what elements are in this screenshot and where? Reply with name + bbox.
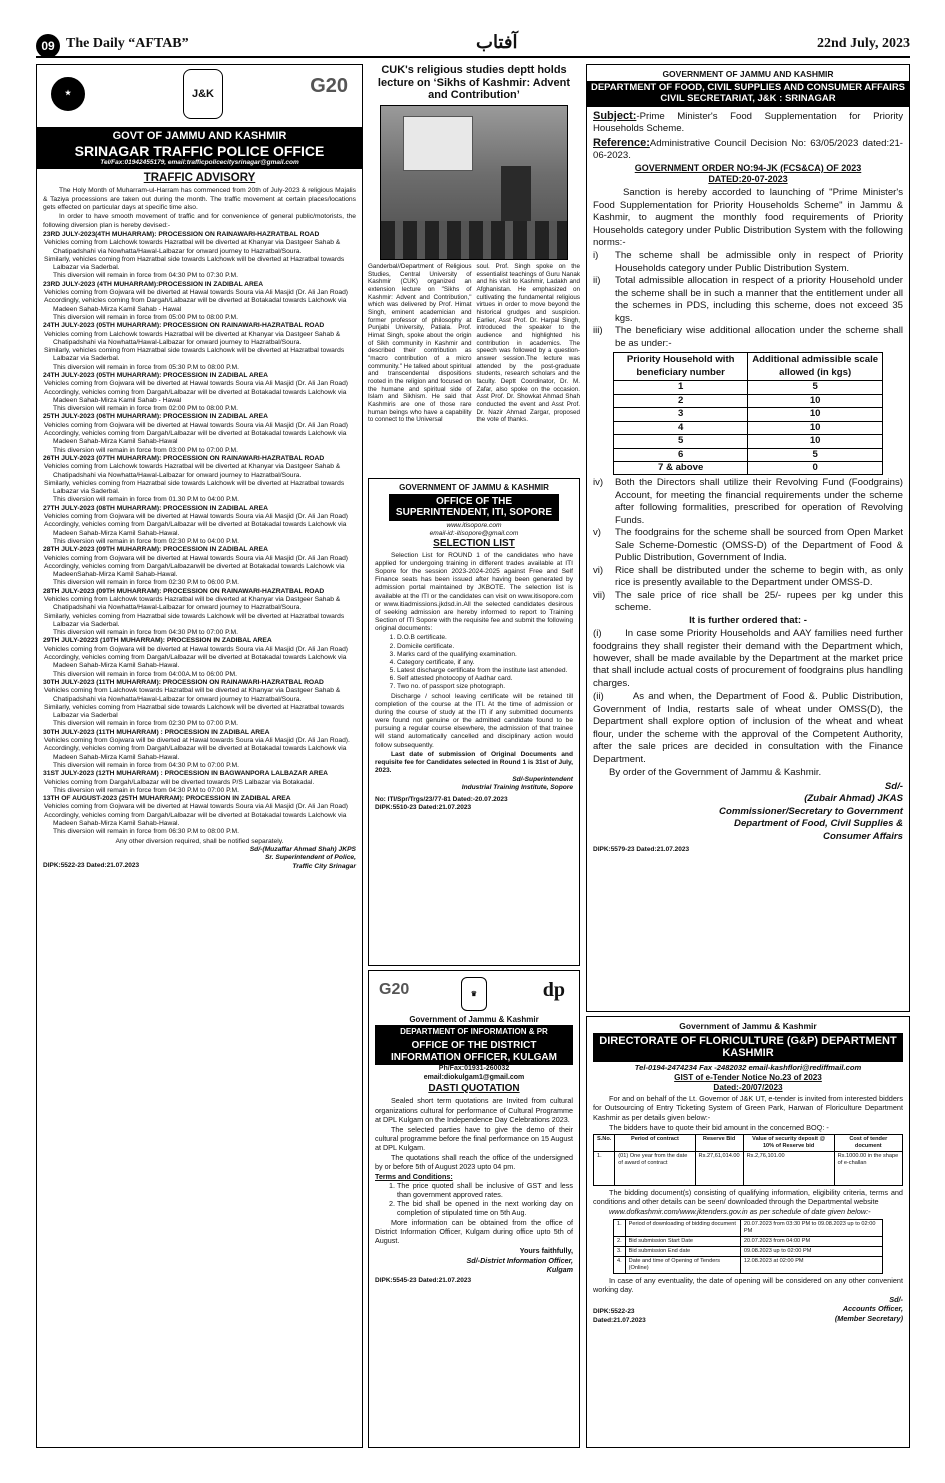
newspaper-logo: آفتاب: [476, 32, 518, 53]
iti-sopore-ad: GOVERNMENT OF JAMMU & KASHMIR OFFICE OF THE SUPERINTENDENT, ITI, SOPORE www.itisopore.com email-id:-itisopore@gmail.com SELECTION LIST Selection List for ROUND 1 of the candidates who have applied for undergoing training in different trades available at ITI Sopore for the session 2023-2024-2025 against Free and Self Finance seats has been issued after having been generated by admission portal maintained by JKBOTE. The selection list is available at the ITI or the candidates can visit on www.itisopore.com or www.itiadmissions.jkdsd.in.All the selected candidates desirous of seeking admission are hereby informed to report to Training Section of ITI Sopore with the requisite fee and submit the following original documents: 1. D.O.B certificate. 2. Domicile certificate. 3. Marks card of the qualifying examination. 4. Category certificate, if any. 5. Latest discharge certificate from the institute last attended. 6. Self attested photocopy of Aadhar card. 7. Two no. of passport size photograph. Discharge / school leaving certificate will be retained till completion of the course at the ITI. At the time of admission or during the course of study at the ITI if any submitted documents were found not genuine or the admitted candidate found to be pursuing a regular course elsewhere, the admission of that trainee will stand automatically cancelled and disciplinary action would follow subsequently. Last date of submission of Original Documents and requisite fee for Candidates selected in Round 1 is 31st of July, 2023. Sd/-Superintendent Industrial Training Institute, Sopore No: ITI/Spr/Trgs/23/77-81 Dated:-20.07.2023 DIPK:5510-23 Dated:21.07.2023: [368, 478, 580, 966]
diversion-item: Vehicles coming from Gojwara will be diverted at Hawal towards Soura via Ali Masjid (Dr. Ali Jan Road): [44, 289, 349, 297]
schedule-row: [614, 1236, 883, 1246]
table-cell: 10: [748, 394, 883, 407]
document-item: 1. D.O.B certificate.: [397, 634, 573, 642]
norms-list-a: [593, 250, 903, 350]
norm-number: iii): [593, 325, 603, 337]
route-heading: 29TH JULY-20223 (10TH MUHARRAM): PROCESSION IN ZADIBAL AREA: [43, 637, 272, 645]
norm-text: Total admissible allocation in respect of a priority Household under the scheme shall be in such a manner that the entitlement under all the schemes in PDS, including this scheme, does not exceed 35 kgs.: [615, 275, 903, 324]
diversion-time: This diversion will remain in force from 02:30 PM to 07:00 P.M.: [53, 720, 238, 728]
diversion-time: This diversion will remain in force from 06:30 P.M to 08:00 P.M.: [53, 828, 239, 836]
document-item: 5. Latest discharge certificate from the institute last attended.: [397, 667, 573, 675]
diversion-time: This diversion will remain in force from 04:30 PM to 07:30 P.M.: [53, 272, 238, 280]
diversion-item: Vehicles coming from Lalchowk towards Hazratbal will be diverted at Khanyar via Dastgeer Sahab & Chatipadshahi via Nowhatta/Hawal-Lalbazar for onward journey to Hazratbal/Soura.: [44, 596, 341, 612]
norm-number: v): [593, 527, 601, 539]
diversion-time: This diversion will remain in force from 05:30 P.M to 08:00 P.M.: [53, 363, 239, 371]
diversion-item: Accordingly, vehicles coming from Dargah/Lalbazarwill be diverted at Botakadal towards Lalchowk via MadeenSahab-Mirza Kamil Sahab-Hawal.: [44, 562, 345, 579]
diversion-route: [43, 372, 356, 413]
diversion-time: This diversion will remain in force from 01.30 P.M to 04:00 P.M.: [53, 496, 239, 504]
diversion-item: Vehicles coming from Gojwara will be diverted at Hawal towards Soura via Ali Masjid (Dr. Ali Jan Road): [44, 513, 349, 521]
schedule-cell: 2.: [614, 1236, 626, 1246]
document-item: 6. Self attested photocopy of Aadhar card.: [397, 675, 573, 683]
norm-text: The sale price of rice shall be 25/- rupees per kg under this scheme.: [615, 589, 903, 614]
route-heading: 23RD JULY-2023 (4TH MUHARRAM):PROCESSION IN ZADIBAL AREA: [43, 280, 264, 288]
term-item: 1. The price quoted shall be inclusive of GST and less than government approved rates.: [397, 1181, 573, 1199]
diversion-route: [43, 795, 356, 836]
diversion-item: Accordingly, vehicles coming from Dargah/Lalbazar will be diverted at Botakadal towards Lalchowk via Madeen Sahab-Mirza Kamil Sahab - Hawal: [44, 388, 347, 404]
table-cell: 10: [748, 435, 883, 448]
table-cell: 3: [614, 408, 748, 421]
schedule-cell: 20.07.2023 from 04:00 PM: [740, 1236, 882, 1246]
diversion-route: [43, 505, 356, 546]
required-documents-list: [375, 634, 573, 691]
police-emblem-icon: ★: [51, 77, 85, 111]
diversion-item: Vehicles coming from Lalchowk towards Hazratbal will be diverted at Khanyar via Dastgeer Sahab & Chatipadshahi via Nowhatta/Hawal-Lalbazar for onward journey to Hazratbal/Soura.: [44, 687, 341, 703]
boq-table: S.No. Period of contract Reserve Bid Value of security deposit @ 10% of Reserve bid Cost of tender document 1. (01) One year from the date of award of contract Rs.27,61,014.00 Rs.2,76,101.00 Rs.1000.00 in the shape of e-challan: [593, 1134, 903, 1186]
table-cell: 6: [614, 448, 748, 461]
norm-number: i): [593, 250, 599, 262]
selection-list-title: SELECTION LIST: [433, 538, 515, 550]
diversion-item: Vehicles coming from Gojwara will be diverted at Hawal towards Soura via Ali Masjid (Dr. Ali Jan Road): [44, 554, 349, 562]
norm-item: [593, 565, 903, 590]
norm-text: The beneficiary wise additional allocation under the scheme shall be as under:-: [615, 325, 903, 349]
table-cell: 5: [748, 448, 883, 461]
table-cell: 2: [614, 394, 748, 407]
dp-logo: dp: [542, 979, 565, 1001]
diversion-route: [43, 637, 356, 678]
route-heading: 23RD JULY-2023(4TH MUHARRAM): PROCESSION ON RAINAWARI-HAZRATBAL ROAD: [43, 230, 320, 238]
g20-logo: G20: [379, 981, 410, 998]
route-heading: 25TH JULY-2023 (06TH MUHARRAM): PROCESSION IN ZADIBAL AREA: [43, 413, 268, 421]
lecture-photo: [380, 105, 568, 260]
norm-item: [593, 477, 903, 527]
diversion-item: Vehicles coming from Lalchowk towards Hazratbal will be diverted at Khanyar via Dastgeer Sahab & Chatipadshahi via Nowhatta/Hawal-Lalbazar for onward journey to Hazratbal/Soura.: [44, 239, 341, 255]
diversion-item: Similarly, vehicles coming from Hazratbal side towards Lalchowk will be diverted at Hazratbal towards Lalbazar via Saderbal.: [44, 479, 345, 496]
dasti-quotation-title: DASTI QUOTATION: [428, 1082, 520, 1094]
cuk-column-right: soul. Prof. Singh spoke on the essentialist teachings of Guru Nanak and his visit to Kashmir, Ladakh and Afghanistan. He emphasized on cultivating the fundamental religious virtues in order to move beyond the historical grudges and suspicion. Earlier, Asst Prof. Dr. Harpal Singh, introduced the speaker to the audience and highlighted his contribution in academics. The speech was followed by a question-answer session.The lecture was attended by the post-graduate students, research scholars and the faculty. Deptt Coordinator, Dr. M. Zafar, also spoke on the occasion. Asst Prof. Dr. Showkat Ahmad Shah conducted the event and Asst Prof. Dr. Nazir Ahmad Zargar, proposed the vote of thanks.: [476, 262, 580, 424]
traffic-logos: [43, 69, 356, 127]
table-row: [614, 435, 883, 448]
schedule-cell: 4.: [614, 1256, 626, 1273]
norms-list-b: [593, 477, 903, 614]
terms-list: [375, 1181, 573, 1217]
diversion-route: [43, 231, 356, 281]
kulgam-logos: [375, 975, 573, 1015]
diversion-route: [43, 546, 356, 587]
schedule-row: [614, 1219, 883, 1236]
schedule-cell: Period of downloading of bidding document: [625, 1219, 740, 1236]
diversion-time: This diversion will remain in force from 04:30 PM to 07:00 P.M.: [53, 629, 238, 637]
norm-number: vi): [593, 564, 604, 576]
table-row: [614, 394, 883, 407]
table-cell: 4: [614, 421, 748, 434]
table-cell: 10: [748, 408, 883, 421]
traffic-advisory-title: TRAFFIC ADVISORY: [143, 172, 256, 185]
route-heading: 28TH JULY-2023 (09TH MUHARRAM): PROCESSION ON RAINAWARI-HAZRATBAL ROAD: [43, 587, 325, 595]
norm-number: vii): [593, 589, 606, 601]
schedule-cell: 12.08.2023 at 02:00 PM: [740, 1256, 882, 1273]
diversion-time: This diversion will remain in force from 04:00A.M to 06:00 PM.: [53, 670, 237, 678]
newspaper-name: The Daily “AFTAB”: [66, 36, 189, 51]
document-item: 3. Marks card of the qualifying examination.: [397, 651, 573, 659]
diversion-item: Accordingly, vehicles coming from Dargah/Lalbazar will be diverted at Botakadal towards Lalchowk via Madeen Sahab-Mirza Kamil Sahab-Hawal.: [44, 811, 347, 828]
norm-number: ii): [593, 275, 601, 287]
diversion-route: [43, 770, 356, 795]
table-cell: 7 & above: [614, 461, 748, 474]
table-cell: 0: [748, 461, 883, 474]
diversion-route: [43, 679, 356, 729]
schedule-table: [613, 1219, 883, 1274]
route-heading: 26TH JULY-2023 (07TH MUHARRAM): PROCESSION ON RAINAWARI-HAZRATBAL ROAD: [43, 454, 325, 462]
table-cell: 10: [748, 421, 883, 434]
diversion-item: Vehicles coming from Lalchowk towards Hazratbal will be diverted at Khanyar via Dastgeer Sahab & Chatipadshahi via Nowhatta/Hawal-Lalbazar for onward journey to Hazratbal/Soura.: [44, 330, 341, 346]
jk-emblem-icon: J&K: [183, 69, 223, 119]
g20-logo: G20: [310, 75, 348, 97]
table-row: [614, 381, 883, 394]
norm-item: [593, 325, 903, 350]
schedule-row: [614, 1256, 883, 1273]
norm-text: The foodgrains for the scheme shall be sourced from Open Market Sale Scheme-Domestic (OMSS-D) of the Department of Food & Public Distribution, Government of India.: [615, 527, 903, 564]
issue-date: 22nd July, 2023: [817, 36, 910, 51]
traffic-advisory-ad: ★ J&K G20 GOVT OF JAMMU AND KASHMIR SRINAGAR TRAFFIC POLICE OFFICE Tel/Fax:01942455179, email:trafficpolicecitysrinagar@gmail.com TRAFFIC ADVISORY The Holy Month of Muharram-ul-Harram has commenced from 20th of July-2023 & religious Majalis & Taziya processions are taken out during the month. The traffic movement at certain places/locations gets effected on particular days at specific time also. In order to have smooth movement of traffic and for convenience of general public/motorists, the following diversion plan is hereby devised:- 23RD JULY-2023(4TH MUHARRAM): PROCESSION ON RAINAWARI-HAZRATBAL ROAD Vehicles coming from Lalchowk towards Hazratbal will be diverted at Khanyar via Dastgeer Sahab & Chatipadshahi via Nowhatta/Hawal-Lalbazar for onward journey to Hazratbal/Soura. Similarly, vehicles coming from Hazratbal side towards Lalchowk will be diverted at Hazratbal towards Lalbazar via Saderbal. This diversion will remain in force from 04:30 PM to 07:30 P.M. 23RD JULY-2023 (4TH MUHARRAM):PROCESSION IN ZADIBAL AREA Vehicles coming from Gojwara will be diverted at Hawal towards Soura via Ali Masjid (Dr. Ali Jan Road) Accordingly, vehicles coming from Dargah/Lalbazar will be diverted at Botakadal towards Lalchowk via Madeen Sahab-Mirza Kamil Sahab - Hawal This diversion will remain in force from 05:00 PM to 08:00 P.M. 24TH JULY-2023 (05TH MUHARRAM): PROCESSION ON RAINAWARI-HAZRATBAL ROAD Vehicles coming from Lalchowk towards Hazratbal will be diverted at Khanyar via Dastgeer Sahab & Chatipadshahi via Nowhatta/Hawal-Lalbazar for onward journey to Hazratbal/Soura. Similarly, vehicles coming from Hazratbal side towards Lalchowk will be diverted at Hazratbal towards Lalbazar via Saderbal. This diversion will remain in force from 05:30 P.M to 08:00 P.M. 24TH JULY-2023 (05TH MUHARRAM): PROCESSION IN ZADIBAL AREA Vehicles coming from Gojwara will be diverted at Hawal towards Soura via Ali Masjid (Dr. Ali Jan Road) Accordingly, vehicles coming from Dargah/Lalbazar will be diverted at Botakadal towards Lalchowk via Madeen Sahab-Mirza Kamil Sahab - Hawal This diversion will remain in force from 02:00 PM to 08:00 P.M. 25TH JULY-2023 (06TH MUHARRAM): PROCESSION IN ZADIBAL AREA Vehicles coming from Gojwara will be diverted at Hawal towards Soura via Ali Masjid (Dr. Ali Jan Road) Accordingly, vehicles coming from Dargah/Lalbazar will be diverted at Botakadal towards Lalchowk via Madeen Sahab-Mirza Kamil Sahab-Hawal This diversion will remain in force from 03:00 PM to 07:00 P.M. 26TH JULY-2023 (07TH MUHARRAM): PROCESSION ON RAINAWARI-HAZRATBAL ROAD Vehicles coming from Lalchowk towards Hazratbal will be diverted at Khanyar via Dastgeer Sahab & Chatipadshahi via Nowhatta/Hawal-Lalbazar for onward journey to Hazratbal/Soura. Similarly, vehicles coming from Hazratbal side towards Lalchowk will be diverted at Hazratbal towards Lalbazar via Saderbal. This diversion will remain in force from 01.30 P.M to 04:00 P.M. 27TH JULY-2023 (08TH MUHARRAM): PROCESSION IN ZADIBAL AREA Vehicles coming from Gojwara will be diverted at Hawal towards Soura via Ali Masjid (Dr. Ali Jan Road) Accordingly, vehicles coming from Dargah/Lalbazar will be diverted at Botakadal towards Lalchowk via Madeen Sahab-Mirza Kamil Sahab-Hawal. This diversion will remain in force from 02:30 P.M to 04:00 P.M. 28TH JULY-2023 (09TH MUHARRAM): PROCESSION IN ZADIBAL AREA Vehicles coming from Gojwara will be diverted at Hawal towards Soura via Ali Masjid (Dr. Ali Jan Road) Accordingly, vehicles coming from Dargah/Lalbazarwill be diverted at Botakadal towards Lalchowk via MadeenSahab-Mirza Kamil Sahab-Hawal. This diversion will remain in force from 02:30 P.M to 06:00 P.M. 28TH JULY-2023 (09TH MUHARRAM): PROCESSION ON RAINAWARI-HAZRATBAL ROAD Vehicles coming from Lalchowk towards Hazratbal will be diverted at Khanyar via Dastgeer Sahab & Chatipadshahi via Nowhatta/Hawal-Lalbazar for onward journey to Hazratbal/Soura. Similarly, vehicles coming from Hazratbal side towards Lalchowk will be diverted at Hazratbal towards Lalbazar via Saderbal. This diversion will remain in force from 04:30 PM to 07:00 P.M. 29TH JULY-20223 (10TH MUHARRAM): PROCESSION IN ZADIBAL AREA Vehicles coming from Gojwara will be diverted at Hawal towards Soura via Ali Masjid (Dr. Ali Jan Road) Accordingly, vehicles coming from Dargah/Lalbazar will be diverted at Botakadal towards Lalchowk via Madeen Sahab-Mirza Kamil Sahab-Hawal. This diversion will remain in force from 04:00A.M to 06:00 PM. 30TH JULY-2023 (11TH MUHARRAM): PROCESSION ON RAINAWARI-HAZRATBAL ROAD Vehicles coming from Lalchowk towards Hazratbal will be diverted at Khanyar via Dastgeer Sahab & Chatipadshahi via Nowhatta/Hawal-Lalbazar for onward journey to Hazratbal/Soura. Similarly, vehicles coming from Hazratbal side towards Lalchowk will be diverted at Hazratbal towards Lalbazar via Saderbal This diversion will remain in force from 02:30 PM to 07:00 P.M. 30TH JULY-2023 (11TH MUHARRAM) : PROCESSION IN ZADIBAL AREA Vehicles coming from Gojwara will be diverted at Hawal towards Soura via Ali Masjid (Dr. Ali Jan Road). Accordingly, vehicles coming from Dargah/Lalbazar will be diverted at Botakadal towards Lalchowk via Madeen Sahab-Mirza Kamil Sahab-Hawal. This diversion will remain in force from 04:30 P.M to 07:00 P.M. 31ST JULY-2023 (12TH MUHARRAM) : PROCESSION IN BAGWANPORA LALBAZAR AREA Vehicles coming from Dargah/Lalbazar will be diverted towards P/S Lalbazar via Botakadal. This diversion will remain in force from 04:30 P.M to 07:00 P.M. 13TH OF AUGUST-2023 (25TH MUHARRAM): PROCESSION IN ZADIBAL AREA Vehicles coming from Gojwara will be diverted at Hawal towards Soura via Ali Masjid (Dr. Ali Jan Road) Accordingly, vehicles coming from Dargah/Lalbazar will be diverted at Botakadal towards Lalchowk via Madeen Sahab-Mirza Kamil Sahab-Hawal. This diversion will remain in force from 06:30 P.M to 08:00 P.M. Any other diversion required, shall be notified separately. Sd/-(Muzaffar Ahmad Shah) JKPS Sr. Superintendent of Police, DIPK:5522-23 Dated:21.07.2023 Traffic City Srinagar: [36, 64, 363, 1448]
route-heading: 13TH OF AUGUST-2023 (25TH MUHARRAM): PROCESSION IN ZADIBAL AREA: [43, 795, 291, 803]
document-item: 2. Domicile certificate.: [397, 643, 573, 651]
cuk-column-left: Ganderbal//Department of Religious Studies, Central University of Kashmir (CUK) organized an extension lecture on "Sikhs of Kashmir: Advent and Contribution," which was delivered by Prof. Himat Singh, eminent academician and former professor of philosophy at Punjabi University, Patiala. Prof. Himat Singh, spoke about the origin of Sikh community in Kashmir and described their contribution as "macro contribution of a micro community." He talked about spiritual and transcendental dispositions rooted in the religion and focused on the humane and spiritual side of Islam and Sikhism. He said that Kashmiris are one of those rare human beings who have a capability to connect to the Universal: [368, 262, 472, 424]
diversion-item: Vehicles coming from Dargah/Lalbazar will be diverted towards P/S Lalbazar via Botakadal.: [44, 778, 315, 786]
diversion-item: Vehicles coming from Gojwara will be diverted at Hawal towards Soura via Ali Masjid (Dr. Ali Jan Road).: [44, 737, 350, 745]
route-heading: 27TH JULY-2023 (08TH MUHARRAM): PROCESSION IN ZADIBAL AREA: [43, 504, 268, 512]
state-emblem-icon: ♛: [461, 977, 487, 1011]
schedule-cell: 1.: [614, 1219, 626, 1236]
diversion-item: Similarly, vehicles coming from Hazratbal side towards Lalchowk will be diverted at Hazratbal towards Lalbazar via Saderbal.: [44, 347, 345, 363]
route-heading: 30TH JULY-2023 (11TH MUHARRAM) : PROCESSION IN ZADIBAL AREA: [43, 728, 270, 736]
table-cell: 5: [614, 435, 748, 448]
diversion-route: [43, 281, 356, 322]
schedule-cell: Date and time of Opening of Tenders (Online): [625, 1256, 740, 1273]
diversion-item: Vehicles coming from Gojwara will be diverted at Hawal towards Soura via Ali Masjid (Dr. Ali Jan Road): [44, 421, 349, 429]
norm-item: [593, 275, 903, 325]
table-row: [614, 408, 883, 421]
document-item: 4. Category certificate, if any.: [397, 659, 573, 667]
allocation-table: Priority Household with beneficiary number Additional admissible scale allowed (in kgs) 1 5 2 10 3 10 4 10 5 10 6 5 7 & above 0: [613, 352, 883, 475]
food-dept-order-ad: GOVERNMENT OF JAMMU AND KASHMIR DEPARTMENT OF FOOD, CIVIL SUPPLIES AND CONSUMER AFFAIRS CIVIL SECRETARIAT, J&K : SRINAGAR Subject:-Prime Minister's Food Supplementation for Priority Households Scheme. Reference:Administrative Council Decision No: 63/05/2023 dated:21-06-2023. GOVERNMENT ORDER NO:94-JK (FCS&CA) OF 2023 DATED:20-07-2023 Sanction is hereby accorded to launching of "Prime Minister's Food Supplementation for Priority Households Scheme" in Jammu & Kashmir, to augment the monthly food requirements of Priority Households category under Public Distribution System with the following norms:- i) The scheme shall be admissible only in respect of Priority Households category under Public Distribution System. ii) Total admissible allocation in respect of a priority Household under the scheme shall be in such a manner that the entitlement under all the schemes in PDS, including this scheme, does not exceed 35 kgs. iii) The beneficiary wise additional allocation under the scheme shall be as under:- Priority Household with beneficiary number Additional admissible scale allowed (in kgs) 1 5 2 10 3 10 4 10 5 10 6 5 7 & above 0 iv) Both the Directors shall utilize their Revolving Fund (Foodgrains) Account, for meeting the financial requirements under the scheme after following formalities, prescribed for operation of Revolving Funds. v) The foodgrains for the scheme shall be sourced from Open Market Sale Scheme-Domestic (OMSS-D) of the Department of Food & Public Distribution, Government of India. vi) Rice shall be distributed under the scheme to begin with, as only rice is presently available to the Department under OMSS-D. vii) The sale price of rice shall be 25/- rupees per kg under this scheme. It is further ordered that: - (i) In case some Priority Households and AAY families need further foodgrains they shall register their demand with the Department which, however, shall be made available by the Department at the market price that shall include actual costs of procurement of foodgrains plus handling charges. (ii) As and when, the Department of Food &. Public Distribution, Government of India, restarts sale of wheat under OMSS(D), the Department shall explore option of inclusion of the wheat and wheat flour, under the scheme with the approval of the Competent Authority, after the sale prices are decided in consultation with the Finance Department. By order of the Government of Jammu & Kashmir. Sd/- (Zubair Ahmad) JKAS Commissioner/Secretary to Government Department of Food, Civil Supplies & Consumer Affairs DIPK:5579-23 Dated:21.07.2023: [586, 64, 910, 1012]
page-number: 09: [36, 34, 60, 58]
diversion-plan-list: [43, 231, 356, 837]
schedule-cell: 3.: [614, 1246, 626, 1256]
norm-number: iv): [593, 477, 604, 489]
schedule-row: [614, 1246, 883, 1256]
term-item: 2. The bid shall be opened in the next working day on completion of stipulated time on 5th Aug.: [397, 1199, 573, 1217]
diversion-item: Similarly, vehicles coming from Hazratbal side towards Lalchowk will be diverted at Hazratbal towards Lalbazar via Saderbal.: [44, 612, 345, 628]
diversion-item: Vehicles coming from Lalchowk towards Hazratbal will be diverted at Khanyar via Dastgeer Sahab & Chatipadshahi via Nowhatta/Hawal-Lalbazar for onward journey to Hazratbal/Soura.: [44, 463, 341, 479]
diversion-item: Accordingly, vehicles coming from Dargah/Lalbazar will be diverted at Botakadal towards Lalchowk via Madeen Sahab-Mirza Kamil Sahab - Hawal: [44, 297, 347, 313]
diversion-route: [43, 588, 356, 638]
diversion-item: Accordingly, vehicles coming from Dargah/Lalbazar will be diverted at Botakadal towards Lalchowk via Madeen Sahab-Mirza Kamil Sahab-Hawal: [44, 430, 347, 446]
kulgam-dasti-quotation-ad: G20 ♛ dp Government of Jammu & Kashmir DEPARTMENT OF INFORMATION & PR OFFICE OF THE DISTRICT INFORMATION OFFICER, KULGAM Ph/Fax:01931-260032 email:diokulgam1@gmail.com DASTI QUOTATION Sealed short term quotations are Invited from cultural organizations cultural for performance of Cultural Programme at DPL Kulgam on the Independence Day Celebrations 2023. The selected parties have to give the demo of their cultural programme before the final performance on 15 August at DPL Kulgam. The quotations shall reach the office of the undersigned by or before 5th of August 2023 upto 04 pm. Terms and Conditions: 1. The price quoted shall be inclusive of GST and less than government approved rates. 2. The bid shall be opened in the next working day on completion of stipulated time on 5th Aug. More information can be obtained from the office of District Information Officer, Kulgam during office upto 5th of August. Yours faithfully, Sd/-District Information Officer, Kulgam DIPK:5545-23 Dated:21.07.2023: [368, 970, 580, 1448]
schedule-cell: 20.07.2023 from 03:30 PM to 09.08.2023 up to 02:00 PM: [740, 1219, 882, 1236]
diversion-item: Similarly, vehicles coming from Hazratbal side towards Lalchowk will be diverted at Hazratbal towards Lalbazar via Saderbal.: [44, 255, 345, 272]
diversion-time: This diversion will remain in force from 02:30 P.M to 06:00 P.M.: [53, 579, 239, 587]
diversion-item: Vehicles coming from Gojwara will be diverted at Hawal towards Soura via Ali Masjid (Dr. Ali Jan Road): [44, 380, 349, 388]
floriculture-tender-ad: Government of Jammu & Kashmir DIRECTORATE OF FLORICULTURE (G&P) DEPARTMENT KASHMIR Tel-0194-2474234 Fax -2482032 email-kashflori@rediffmail.com GIST of e-Tender Notice No.23 of 2023 Dated:-20/07/2023 For and on behalf of the Lt. Governor of J&K UT, e-tender is invited from interested bidders for Outsourcing of Entry Ticketing System of Green Park, Harwan of Floriculture Department Kashmir as per details given below:- The bidders have to quote their bid amount in the concerned BOQ: - S.No. Period of contract Reserve Bid Value of security deposit @ 10% of Reserve bid Cost of tender document 1. (01) One year from the date of award of contract Rs.27,61,014.00 Rs.2,76,101.00 Rs.1000.00 in the shape of e-challan The bidding document(s) consisting of qualifying information, eligibility criteria, terms and conditions and other details can be seen/ downloaded through the Departmental website www.dofkashmir.com/www.jktenders.gov.in as per schedule of date given below:- 1. Period of downloading of bidding document 20.07.2023 from 03:30 PM to 09.08.2023 up to 02:00 PM 2. Bid submission Start Date 20.07.2023 from 04:00 PM 3. Bid submission End date 09.08.2023 up to 02:00 PM 4. Date and time of Opening of Tenders (Online) 12.08.2023 at 02:00 PM In case of any eventuality, the date of opening will be considered on any other convenient working day. Sd/- DIPK:5522-23 Dated:21.07.2023 Accounts Officer, (Member Secretary): [586, 1016, 910, 1448]
diversion-time: This diversion will remain in force from 04:30 P.M to 07:00 P.M.: [53, 761, 239, 769]
route-heading: 30TH JULY-2023 (11TH MUHARRAM): PROCESSION ON RAINAWARI-HAZRATBAL ROAD: [43, 678, 324, 686]
norm-item: [593, 590, 903, 615]
diversion-item: Vehicles coming from Gojwara will be diverted at Hawal towards Soura via Ali Masjid (Dr. Ali Jan Road): [44, 803, 349, 811]
schedule-cell: 09.08.2023 up to 02:00 PM: [740, 1246, 882, 1256]
schedule-cell: Bid submission Start Date: [625, 1236, 740, 1246]
diversion-item: Accordingly, vehicles coming from Dargah/Lalbazar will be diverted at Botakadal towards Lalchowk via Madeen Sahab-Mirza Kamil Sahab-Hawal.: [44, 654, 347, 670]
table-row: [614, 461, 883, 474]
table-cell: 1: [614, 381, 748, 394]
table-cell: 5: [748, 381, 883, 394]
diversion-route: [43, 729, 356, 770]
route-heading: 24TH JULY-2023 (05TH MUHARRAM): PROCESSION ON RAINAWARI-HAZRATBAL ROAD: [43, 322, 325, 330]
route-heading: 31ST JULY-2023 (12TH MUHARRAM) : PROCESSION IN BAGWANPORA LALBAZAR AREA: [43, 770, 328, 778]
route-heading: 28TH JULY-2023 (09TH MUHARRAM): PROCESSION IN ZADIBAL AREA: [43, 546, 268, 554]
diversion-time: This diversion will remain in force from 03:00 PM to 07:00 P.M.: [53, 446, 238, 454]
traffic-header-band: GOVT OF JAMMU AND KASHMIR SRINAGAR TRAFFIC POLICE OFFICE Tel/Fax:01942455179, email:trafficpolicecitysrinagar@gmail.com: [37, 127, 362, 169]
diversion-route: [43, 455, 356, 505]
norm-text: Rice shall be distributed under the scheme to begin with, as only rice is presently available to the Department under OMSS-D.: [615, 564, 903, 589]
diversion-route: [43, 413, 356, 454]
route-heading: 24TH JULY-2023 (05TH MUHARRAM): PROCESSION IN ZADIBAL AREA: [43, 371, 268, 379]
table-row: [614, 448, 883, 461]
schedule-cell: Bid submission End date: [625, 1246, 740, 1256]
diversion-time: This diversion will remain in force from 04:30 P.M to 07:00 P.M.: [53, 786, 239, 794]
masthead: [36, 34, 910, 58]
document-item: 7. Two no. of passport size photograph.: [397, 683, 573, 691]
norm-item: [593, 250, 903, 275]
diversion-time: This diversion will remain in force from 05:00 PM to 08:00 P.M.: [53, 313, 238, 321]
norm-text: Both the Directors shall utilize their Revolving Fund (Foodgrains) Account, for meeting the financial requirements under the scheme after following formalities, prescribed for operation of Revolving Funds.: [615, 477, 903, 526]
government-order-number: GOVERNMENT ORDER NO:94-JK (FCS&CA) OF 2023: [634, 162, 862, 173]
diversion-route: [43, 322, 356, 372]
diversion-time: This diversion will remain in force from 02:30 P.M to 04:00 P.M.: [53, 537, 239, 545]
diversion-item: Vehicles coming from Gojwara will be diverted at Hawal towards Soura via Ali Masjid (Dr. Ali Jan Road): [44, 645, 349, 653]
diversion-item: Accordingly, vehicles coming from Dargah/Lalbazar will be diverted at Botakadal towards Lalchowk via Madeen Sahab-Mirza Kamil Sahab-Hawal.: [44, 745, 347, 761]
cuk-article: [368, 64, 580, 476]
cuk-headline: CUK's religious studies deptt holds lecture on ‘Sikhs of Kashmir: Advent and Contribution’: [377, 64, 571, 102]
norm-item: [593, 527, 903, 564]
table-row: [614, 421, 883, 434]
diversion-time: This diversion will remain in force from 02:00 PM to 08:00 P.M.: [53, 405, 238, 413]
diversion-item: Accordingly, vehicles coming from Dargah/Lalbazar will be diverted at Botakadal towards Lalchowk via Madeen Sahab-Mirza Kamil Sahab-Hawal.: [44, 521, 347, 537]
norm-text: The scheme shall be admissible only in respect of Priority Households category under Public Distribution System.: [615, 250, 903, 274]
diversion-item: Similarly, vehicles coming from Hazratbal side towards Lalchowk will be diverted at Hazratbal towards Lalbazar via Saderbal: [44, 703, 345, 720]
